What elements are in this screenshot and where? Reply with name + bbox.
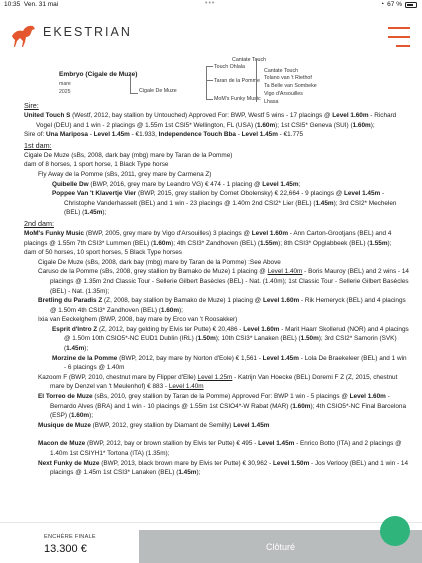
sire-of-paragraph: Sire of: Una Mariposa - Level 1.45m - €1.933, Independence Touch Bba - Level 1.45m - €1.775 — [24, 131, 304, 139]
dam2-produce-item: Musique de Muze (BWP, 2012, grey stallion by Diamant de Semilly) Level 1.45m — [38, 421, 270, 429]
dam2-grandproduce-item: Morzine de la Pomme (BWP, 2012, bay mare by Norton d'Eole) € 1,561 - Level 1.45m - Lola De Braekeleer (BEL) and 1 win - 6 placings @ 1.40m — [52, 354, 407, 372]
dam2-produce-item: Kazoom F (BWP, 2010, chestnut mare by Flipper d'Elle) Level 1.25m - Katrijn Van Hoecke (BEL) Doremi F Z (Z, 2015, chestnut mare by Denzel van 't Meulenhof) € 883 - Level 1.40m — [38, 373, 398, 391]
pedigree-line — [206, 66, 213, 67]
pedigree-line — [130, 93, 138, 94]
pedigree-description — [24, 100, 409, 478]
pedigree-dam-dam-dam: Lhasa — [264, 99, 279, 105]
status-time: 10:35 Ven. 31 mai — [4, 1, 59, 8]
sire-paragraph: United Touch S (Westf, 2012, bay stallion by Untouched) Approved For: BWP, Westf 5 wins - 17 placings @ Level 1.60m - Richard Vogel (DEU) and 1 win - 2 placings @ 1.55m 1st CSI5* Wellington, FL (USA) (1.60m); 1st CSI5* Geneva (SUI) (1.60m); — [24, 112, 397, 129]
multitask-dots-icon: ••• — [205, 0, 216, 7]
dam1-produce-summary: dam of 8 horses, 1 sport horse, 1 Black Type horse — [24, 161, 169, 169]
status-bar — [0, 0, 422, 10]
pedigree-sire-sire-sire: Cantate Touch — [264, 68, 299, 74]
pedigree-sire-dam: Tolano van 't Riethof — [264, 75, 312, 81]
battery-icon — [405, 2, 417, 8]
section-sire-title: Sire: — [24, 101, 39, 110]
section-dam2-title: 2nd dam: — [24, 218, 54, 228]
dam2-produce-summary: dam of 50 horses, 10 sport horses, 5 Black Type horses — [24, 249, 182, 257]
pedigree-sire: Touch Ohlala — [214, 64, 245, 70]
brand-name[interactable]: EKESTRIAN — [43, 25, 132, 39]
pedigree-dam: Cigale De Muze — [139, 88, 177, 94]
dam1-produce-item: Quibelle Dw (BWP, 2016, grey mare by Leandro VG) € 474 - 1 placing @ Level 1.45m; — [52, 180, 301, 188]
pedigree-dam-dam-sire: Vigo d'Arsouilles — [264, 91, 303, 97]
pedigree-line — [130, 74, 131, 94]
final-bid-value: 13.300 € — [44, 543, 87, 555]
dam2-produce-item: Caruso de la Pomme (sBs, 2008, grey stallion by Bamako de Muze) 1 placing @ Level 1.40m - Boris Mauroy (BEL) and 2 wins - 14 placings @ 1.35m 2nd Classic Tour - Sellerie Gilbert Basècles (BEL) - Nat. (1.40m); 1st Classic Tour - Sellerie Gilbert Basècles (BEL) - Nat. (1.35m); — [38, 268, 409, 295]
dam1-produce-intro: Fly Away de la Pomme (sBs, 2011, grey mare by Carmena Z) — [38, 170, 212, 178]
pedigree-dam-sire: Taran de la Pomme — [214, 78, 260, 84]
battery-percent: 67 % — [387, 1, 402, 8]
hamburger-menu-button[interactable] — [388, 24, 410, 46]
dam2-paragraph: MoM's Funky Music (BWP, 2005, grey mare by Vigo d'Arsouilles) 3 placings @ Level 1.60m - Ann Carton-Grootjans (BEL) and 4 placings @ 1.55m 7th CSI3* Lummen (BEL) (1.60m); 4th CSI3* Zandhoven (BEL) (1.55m); 8th CSI3* Opglabbeek (BEL) (1.55m); — [24, 229, 392, 247]
wifi-icon: ◔ — [379, 1, 385, 8]
pedigree-sex: mare — [59, 81, 71, 87]
app-header — [0, 10, 422, 56]
pedigree-dam-dam: MoM's Funky Music — [214, 96, 261, 102]
chat-fab-button[interactable] — [380, 516, 410, 546]
pedigree-line — [206, 66, 207, 100]
final-bid-label: ENCHÈRE FINALE — [44, 534, 96, 540]
pedigree-dam-sire-dam: Ta Belle van Sombeke — [264, 83, 317, 89]
section-dam1-title: 1st dam: — [24, 140, 52, 150]
dam2-produce-item: Macon de Muze (BWP, 2012, bay or brown stallion by Elvis ter Putte) € 495 - Level 1.45m - Enrico Botto (ITA) and 2 placings @ 1.40m 1st CSIYH1* Tortona (ITA) (1.35m); — [38, 440, 402, 457]
dam2-produce-item: Bretling du Paradis Z (Z, 2008, bay stallion by Bamako de Muze) 1 placing @ Level 1.60m - Rik Hemeryck (BEL) and 4 placings @ 1.50m 4th CSI3* Zandhoven (BEL) (1.60m); — [38, 297, 406, 314]
dam2-produce-item: Cigale De Muze (sBs, 2008, dark bay (mbg) mare by Taran de la Pomme) :See Above — [38, 258, 281, 266]
dam2-produce-item: El Torreo de Muze (sBs, 2010, grey stallion by Taran de la Pomme) Approved For: BWP 1 win - 5 placings @ Level 1.60m - Bernardo Alves (BRA) and 1 win - 10 placings @ 1.55m 1st CSIO4*-W Rabat (MAR) (1.60m); 4th CSIO5*-NC Final Barcelona (ESP) (1.60m); — [38, 393, 406, 420]
dam2-grandproduce-item: Esprit d'Intro Z (Z, 2012, bay gelding by Elvis ter Putte) € 20,486 - Level 1.60m - Marit Haarr Skollerud (NOR) and 4 placings @ 1.50m 10th CSIO5*-NC EUD1 Dublin (IRL) (1.50m); 10th CSI3* Lanaken (BEL) (1.50m); 3rd CSI2* Samorin (SVK) (1.45m); — [52, 325, 409, 353]
pedigree-subject: Embryo (Cigale de Muze) — [59, 71, 138, 78]
pedigree-tree — [0, 56, 422, 106]
pedigree-sire-sire: Cantate Touch — [232, 57, 267, 63]
spacer — [24, 430, 409, 439]
dam2-produce-item: Ixia van Eeckelghem (BWP, 2008, bay mare by Erco van 't Roosakker) — [38, 316, 238, 324]
dam1-paragraph: Cigale De Muze (sBs, 2008, dark bay (mbg) mare by Taran de la Pomme) — [24, 151, 233, 159]
dam1-produce-item: Poppee Van 't Klavertje Vier (BWP, 2015, grey stallion by Cornet Obolensky) € 22,664 - 9 placings @ Level 1.45m - Christophe Vanderhasselt (BEL) and 1 win - 23 placings @ 1.40m 2nd CSI2* Lier (BEL) (1.45m); 3rd CSI2* Mechelen (BEL) (1.45m); — [52, 190, 397, 217]
horse-logo-icon[interactable] — [9, 22, 37, 48]
status-indicators — [380, 1, 417, 8]
dam2-produce-item: Next Funky de Muze (BWP, 2013, black brown mare by Elvis ter Putte) € 30,962 - Level 1.50m - Jos Verlooy (BEL) and 1 win - 14 placings @ 1.45m 1st CSI3* Lanaken (BEL) (1.45m); — [38, 459, 409, 477]
pedigree-line — [206, 80, 213, 81]
pedigree-year: 2025 — [59, 89, 71, 95]
auction-bottom-bar — [0, 522, 422, 563]
pedigree-line — [256, 59, 257, 102]
pedigree-content — [0, 56, 422, 522]
auction-closed-button[interactable]: Clôturé — [139, 530, 422, 563]
